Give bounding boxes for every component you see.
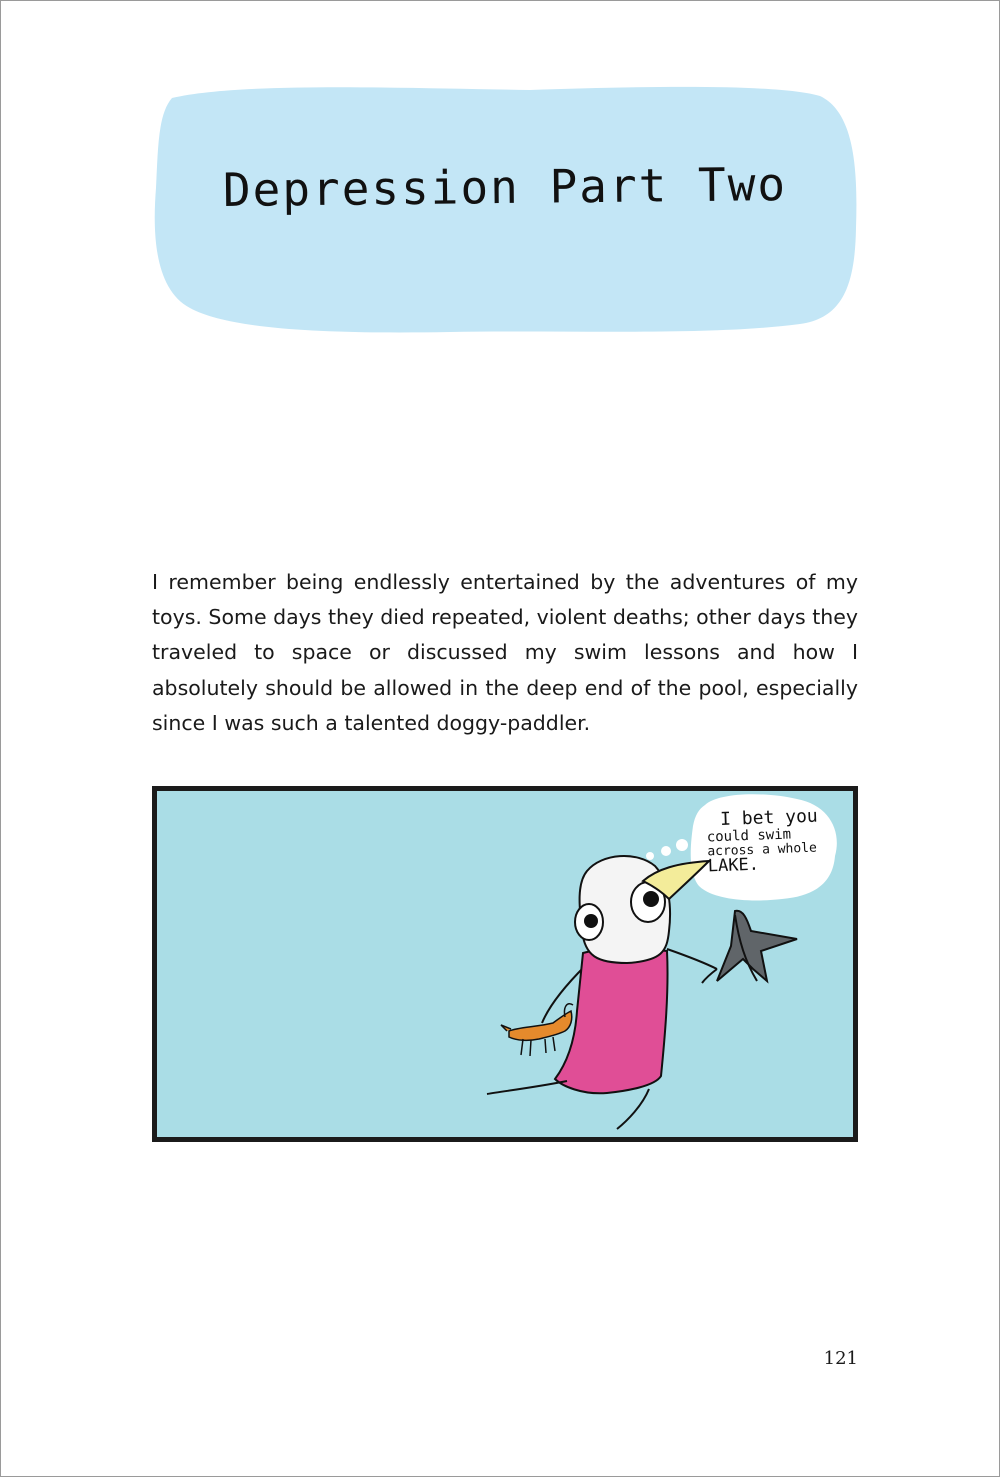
toy-fox-icon: [501, 1004, 573, 1056]
body-paragraph: I remember being endlessly entertained by the adventures of my toys. Some days they died repeated, violent deaths; other days they traveled to space or discussed my swim lessons and how I absolutely should be allowed in the deep end of the pool, especially since I was such a talented doggy-paddler.: [152, 570, 858, 735]
speech-line: across a whole: [707, 840, 818, 860]
speech-line: I bet you: [719, 805, 819, 830]
page-number: 121: [823, 1348, 858, 1369]
character-icon: [487, 856, 717, 1129]
toy-airplane-icon: [702, 911, 797, 983]
speech-line: could swim: [706, 826, 792, 846]
comic-panel: [152, 786, 858, 1142]
chapter-title: Depression Part Two: [222, 157, 788, 217]
speech-line: LAKE.: [707, 854, 760, 877]
speech-bubble-text: [706, 807, 848, 877]
